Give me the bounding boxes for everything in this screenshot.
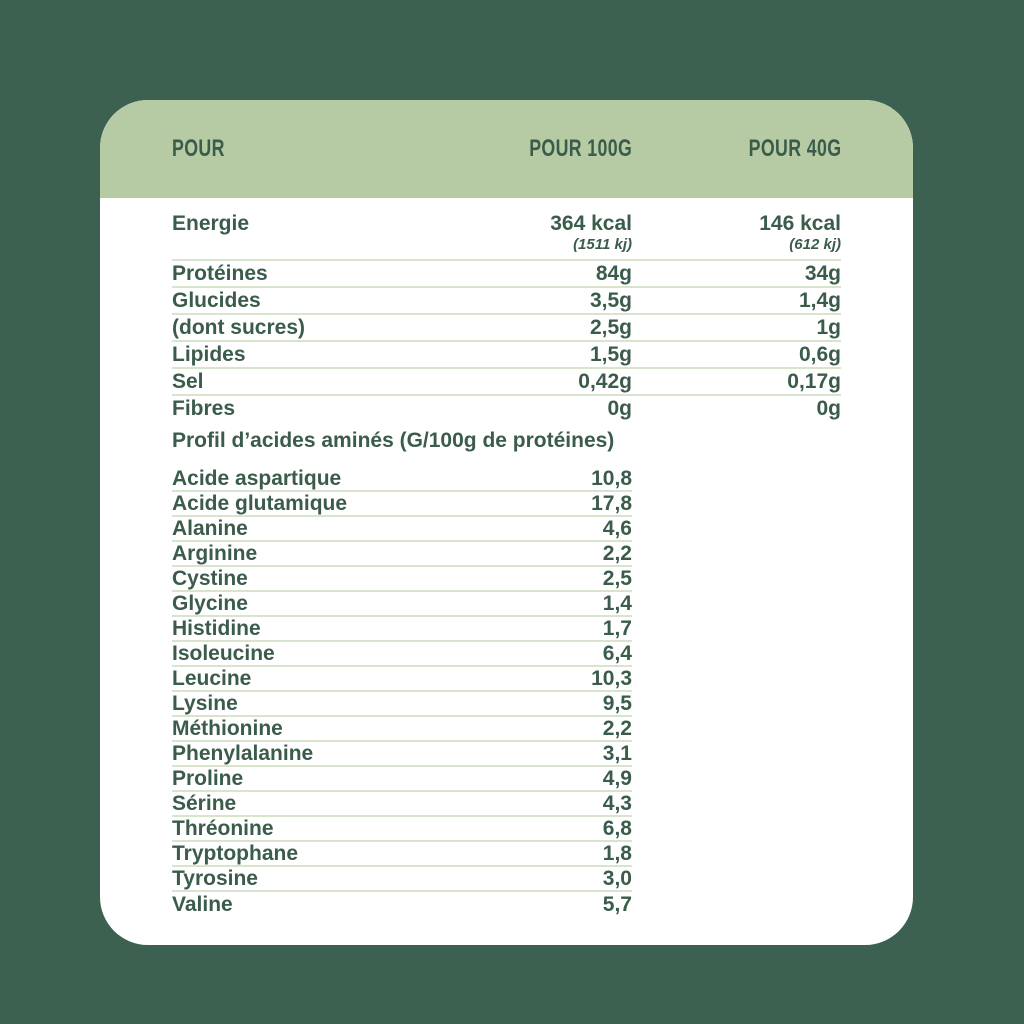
amino-acid-row: [172, 867, 632, 892]
nutrient-value-per-100g: 1,5g: [589, 342, 632, 366]
amino-acid-label: Arginine: [172, 542, 258, 565]
nutrient-label: Lipides: [172, 342, 246, 366]
amino-acid-row: [172, 542, 632, 567]
nutrition-table-row: [172, 367, 841, 394]
nutrient-value-per-40g: 0g: [816, 396, 841, 420]
amino-acid-value: 2,5: [602, 567, 632, 590]
amino-acid-row: [172, 692, 632, 717]
amino-acid-row: [172, 717, 632, 742]
amino-acid-label: Proline: [172, 767, 244, 790]
nutrient-value-per-100g: 3,5g: [589, 288, 632, 312]
nutrient-value-per-40g: 1g: [816, 315, 841, 339]
amino-acid-row: [172, 892, 632, 917]
energy-kcal-100g: 364 kcal: [550, 212, 632, 235]
amino-acid-row: [172, 842, 632, 867]
amino-acid-label: Tryptophane: [172, 842, 299, 865]
amino-acid-row: [172, 817, 632, 842]
amino-acid-row: [172, 792, 632, 817]
energy-kj-40g: (612 kj): [789, 236, 841, 253]
amino-acid-label: Acide glutamique: [172, 492, 348, 515]
amino-acid-label: Acide aspartique: [172, 467, 342, 490]
amino-acid-value: 10,3: [591, 667, 632, 690]
nutrient-label: Protéines: [172, 261, 268, 285]
nutrient-label: (dont sucres): [172, 315, 306, 339]
amino-acid-label: Isoleucine: [172, 642, 275, 665]
nutrition-table-row: [172, 394, 841, 421]
nutrient-value-per-40g: 0,6g: [798, 342, 841, 366]
energy-kj-100g: (1511 kj): [573, 236, 632, 253]
amino-acid-value: 4,6: [602, 517, 632, 540]
amino-acid-value: 6,8: [602, 817, 632, 840]
amino-acid-value: 6,4: [602, 642, 632, 665]
header-col-pour-label: POUR: [172, 135, 225, 162]
nutrition-table-row: [172, 340, 841, 367]
nutrient-label: Sel: [172, 369, 204, 393]
amino-acid-row: [172, 742, 632, 767]
header-col-40g-label: POUR 40G: [748, 135, 841, 162]
nutrient-label: Glucides: [172, 288, 261, 312]
nutrient-value-per-40g: 1,4g: [798, 288, 841, 312]
amino-acid-label: Méthionine: [172, 717, 283, 740]
nutrient-value-per-40g: 0,17g: [787, 369, 841, 393]
amino-acid-label: Alanine: [172, 517, 248, 540]
energy-per-100g: [472, 211, 632, 254]
nutrient-value-per-100g: 0g: [607, 396, 632, 420]
amino-acid-value: 3,1: [602, 742, 632, 765]
amino-acid-value: 17,8: [591, 492, 632, 515]
nutrient-value-per-100g: 84g: [595, 261, 632, 285]
amino-acid-row: [172, 567, 632, 592]
table-header: [100, 100, 913, 198]
energy-per-40g: [632, 211, 841, 254]
amino-section-title: Profil d’acides aminés (G/100g de protéines): [172, 429, 615, 452]
amino-acid-row: [172, 517, 632, 542]
amino-acid-label: Leucine: [172, 667, 252, 690]
amino-acid-value: 1,7: [602, 617, 632, 640]
amino-acid-label: Valine: [172, 892, 233, 916]
amino-acid-label: Glycine: [172, 592, 248, 615]
nutrient-value-per-40g: 34g: [804, 261, 841, 285]
energy-label: Energie: [172, 212, 250, 235]
nutrient-value-per-100g: 2,5g: [589, 315, 632, 339]
energy-kcal-40g: 146 kcal: [759, 212, 841, 235]
amino-acid-row: [172, 642, 632, 667]
nutrition-table-row: [172, 286, 841, 313]
nutrient-label: Fibres: [172, 396, 236, 420]
header-col-100g-label: POUR 100G: [528, 135, 632, 162]
amino-acid-label: Tyrosine: [172, 867, 258, 890]
amino-acid-value: 4,3: [602, 792, 632, 815]
header-col-pour: [172, 135, 472, 163]
amino-acid-label: Phenylalanine: [172, 742, 314, 765]
nutrition-table-row: [172, 313, 841, 340]
nutrition-card: [100, 100, 913, 945]
header-col-40g: [632, 135, 841, 163]
amino-acid-rows: [172, 467, 632, 917]
amino-acid-value: 1,4: [602, 592, 632, 615]
amino-acid-row: [172, 492, 632, 517]
amino-acid-label: Thréonine: [172, 817, 274, 840]
amino-acid-value: 2,2: [602, 717, 632, 740]
table-body: [100, 198, 913, 917]
amino-acid-value: 10,8: [591, 467, 632, 490]
nutrient-value-per-100g: 0,42g: [578, 369, 632, 393]
nutrition-table-row: [172, 259, 841, 286]
amino-acid-label: Sérine: [172, 792, 237, 815]
energy-row: [172, 198, 841, 259]
amino-acid-value: 3,0: [602, 867, 632, 890]
amino-acid-value: 1,8: [602, 842, 632, 865]
amino-acid-label: Histidine: [172, 617, 261, 640]
amino-acid-row: [172, 667, 632, 692]
amino-acid-value: 9,5: [602, 692, 632, 715]
amino-acid-row: [172, 617, 632, 642]
amino-acid-label: Cystine: [172, 567, 248, 590]
amino-acid-value: 5,7: [602, 892, 632, 916]
amino-acid-row: [172, 767, 632, 792]
amino-acid-value: 2,2: [602, 542, 632, 565]
amino-acid-label: Lysine: [172, 692, 238, 715]
amino-acid-row: [172, 592, 632, 617]
amino-acid-row: [172, 467, 632, 492]
nutrition-rows: [172, 259, 841, 421]
amino-acid-value: 4,9: [602, 767, 632, 790]
header-col-100g: [472, 135, 632, 163]
